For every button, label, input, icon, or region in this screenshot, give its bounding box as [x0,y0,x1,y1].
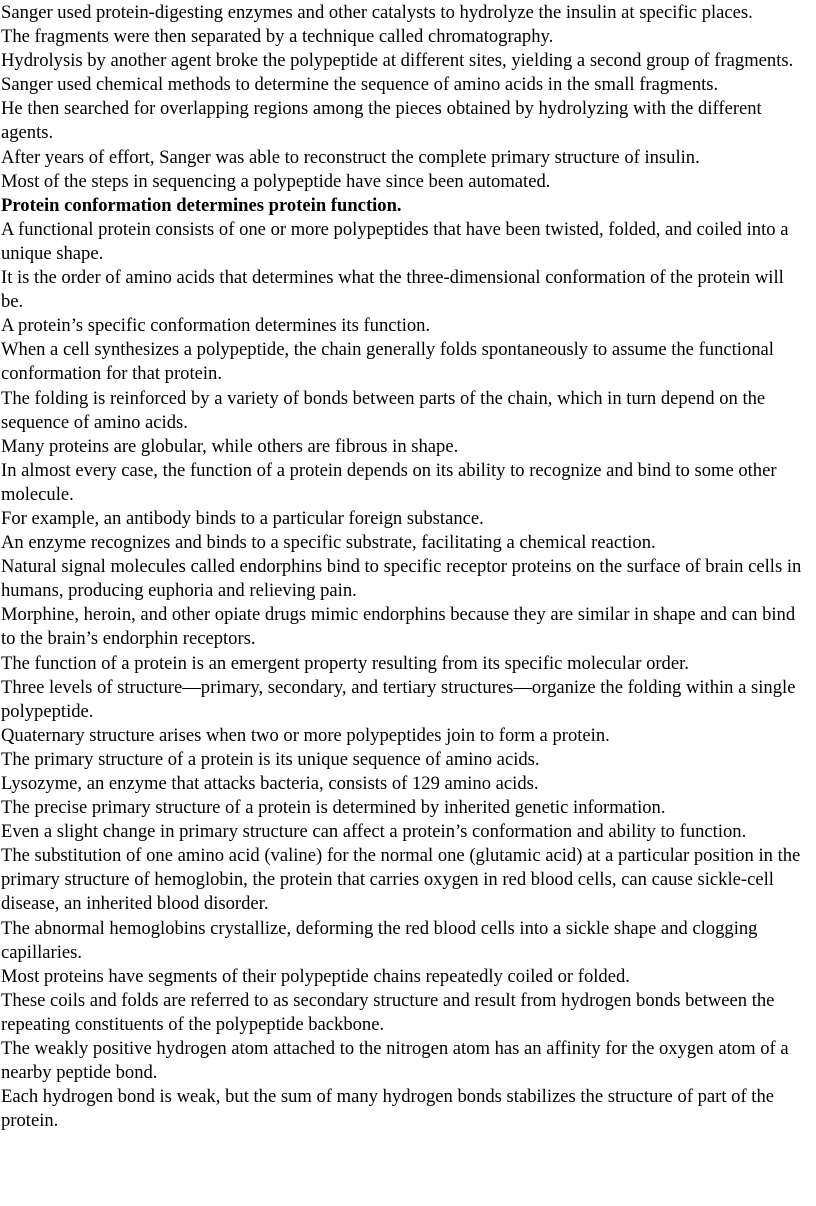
body-paragraph: Three levels of structure—primary, secondary, and tertiary structures—organize the folding within a single polypeptide. [1,676,796,722]
body-paragraph: Morphine, heroin, and other opiate drugs mimic endorphins because they are similar in shape and can bind to the brain’s endorphin receptors. [1,604,796,650]
body-paragraph: Many proteins are globular, while others are fibrous in shape. [1,435,459,457]
body-paragraph: Natural signal molecules called endorphins bind to specific receptor proteins on the surface of brain cells in humans, producing euphoria and relieving pain. [1,556,802,602]
body-paragraph: Most proteins have segments of their polypeptide chains repeatedly coiled or folded. [1,965,630,987]
body-paragraph: A protein’s specific conformation determines its function. [1,315,431,337]
body-paragraph: The substitution of one amino acid (valine) for the normal one (glutamic acid) at a particular position in the primary structure of hemoglobin, the protein that carries oxygen in red blood cells, can cause sickle-cell disease, an inherited blood disorder. [1,845,801,915]
body-paragraph: When a cell synthesizes a polypeptide, the chain generally folds spontaneously to assume the functional conformation for that protein. [1,339,774,385]
body-paragraph: The abnormal hemoglobins crystallize, deforming the red blood cells into a sickle shape and clogging capillaries. [1,917,758,963]
body-paragraph: These coils and folds are referred to as secondary structure and result from hydrogen bonds between the repeating constituents of the polypeptide backbone. [1,989,775,1035]
body-paragraph: Most of the steps in sequencing a polypeptide have since been automated. [1,170,551,192]
body-paragraph: The function of a protein is an emergent property resulting from its specific molecular order. [1,652,689,674]
body-paragraph: A functional protein consists of one or more polypeptides that have been twisted, folded, and coiled into a unique shape. [1,218,789,264]
body-paragraph: Quaternary structure arises when two or more polypeptides join to form a protein. [1,724,610,746]
body-paragraph: An enzyme recognizes and binds to a specific substrate, facilitating a chemical reaction. [1,532,656,554]
body-paragraph: The primary structure of a protein is its unique sequence of amino acids. [1,748,540,770]
body-paragraph: Sanger used chemical methods to determine the sequence of amino acids in the small fragments. [1,74,719,96]
body-paragraph: Even a slight change in primary structure can affect a protein’s conformation and ability to function. [1,821,747,843]
body-paragraph: The fragments were then separated by a technique called chromatography. [1,26,554,48]
body-paragraph: Sanger used protein-digesting enzymes and other catalysts to hydrolyze the insulin at specific places. [1,2,753,23]
section-heading: Protein conformation determines protein function. [1,194,402,216]
body-paragraph: He then searched for overlapping regions among the pieces obtained by hydrolyzing with the different agents. [1,98,762,144]
body-paragraph: Hydrolysis by another agent broke the polypeptide at different sites, yielding a second group of fragments. [1,50,794,72]
body-paragraph: After years of effort, Sanger was able to reconstruct the complete primary structure of insulin. [1,146,700,168]
body-paragraph: Lysozyme, an enzyme that attacks bacteria, consists of 129 amino acids. [1,773,539,794]
body-paragraph: The precise primary structure of a protein is determined by inherited genetic information. [1,797,666,819]
body-paragraph: The weakly positive hydrogen atom attached to the nitrogen atom has an affinity for the oxygen atom of a nearby peptide bond. [1,1038,789,1084]
body-paragraph: The folding is reinforced by a variety of bonds between parts of the chain, which in turn depend on the sequence of amino acids. [1,387,766,433]
body-paragraph: It is the order of amino acids that determines what the three-dimensional conformation of the protein will be. [1,267,784,313]
body-paragraph: In almost every case, the function of a protein depends on its ability to recognize and bind to some other molecule. [1,459,777,505]
body-paragraph: For example, an antibody binds to a particular foreign substance. [1,507,484,529]
body-paragraph: Each hydrogen bond is weak, but the sum of many hydrogen bonds stabilizes the structure of part of the protein. [1,1086,775,1132]
